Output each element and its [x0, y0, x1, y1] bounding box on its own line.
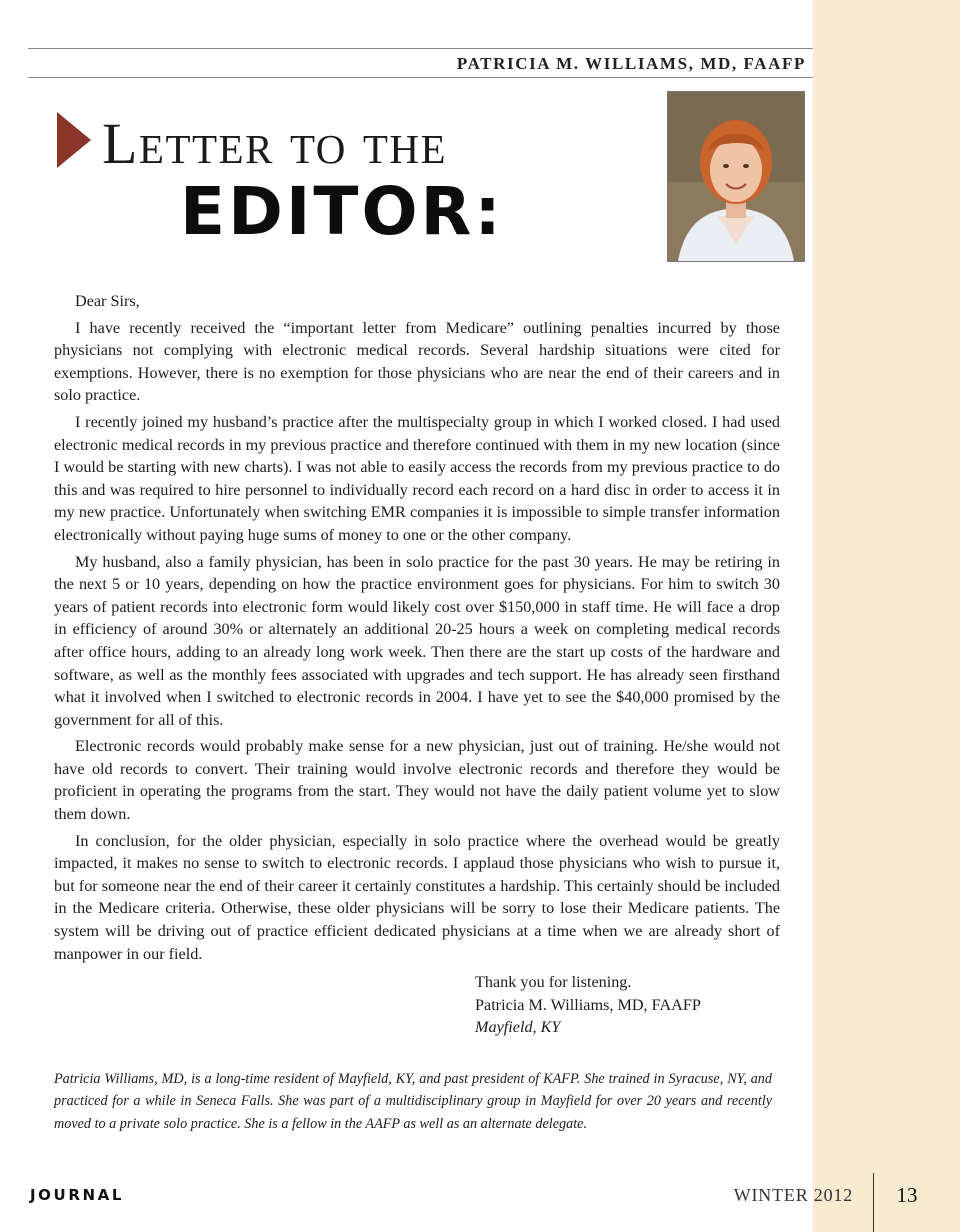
footer-separator [873, 1173, 874, 1232]
letter-paragraph-5: In conclusion, for the older physician, especially in solo practice where the overhead would be greatly impacted, it makes no sense to switch to electronic records. I applaud those physicians who wish to pursue it, but for someone near the end of their career it certainly constitutes a hardship. This certainly should be included in the Medicare criteria. Otherwise, these older physicians will be sorry to lose their Medicare patients. The system will be driving out of practice efficient dedicated physicians at a time when we are already short of manpower in our field. [54, 831, 780, 963]
author-photo [667, 91, 805, 262]
author-byline: PATRICIA M. WILLIAMS, MD, FAAFP [456, 54, 806, 73]
signature-line: Patricia M. Williams, MD, FAAFP [475, 995, 701, 1014]
letter-body [54, 290, 780, 969]
letter-paragraph-2: I recently joined my husband’s practice after the multispecialty group in which I worked closed. I had used electronic medical records in my previous practice and therefore continued with them in my new location (since I would be starting with new charts). I was not able to easily access the records from my previous practice to do this and was required to hire personnel to individually record each record on a hard disc in order to access it in my new practice. Unfortunately when switching EMR companies it is impossible to simple transfer information electronically without paying huge sums of money to one or the other company. [54, 412, 780, 544]
title-line-1: Letter to the [102, 111, 448, 176]
closing-line: Thank you for listening. [475, 973, 632, 991]
side-band [813, 0, 960, 1232]
signoff-block [475, 971, 701, 1039]
title-arrow-icon [57, 112, 91, 168]
location-line: Mayfield, KY [475, 1018, 561, 1037]
page-number: 13 [896, 1183, 918, 1207]
issue-label: WINTER 2012 [733, 1185, 853, 1205]
header-rule-top [28, 48, 813, 49]
journal-footer-label: JOURNAL [30, 1186, 124, 1204]
header-rule-bottom [28, 77, 813, 78]
salutation: Dear Sirs, [75, 292, 140, 310]
author-bio: Patricia Williams, MD, is a long-time resident of Mayfield, KY, and past president of KAFP. She trained in Syracuse, NY, and practiced for a while in Seneca Falls. She was part of a multidisciplinary group in Mayfield for over 20 years and recently moved to a private solo practice. She is a fellow in the AAFP as well as an alternate delegate. [54, 1071, 772, 1132]
letter-paragraph-1: I have recently received the “important letter from Medicare” outlining penalties incurred by those physicians not complying with electronic medical records. Several hardship situations were cited for exemptions. However, there is no exemption for those physicians who are near the end of their careers and in solo practice. [54, 318, 780, 405]
letter-paragraph-3: My husband, also a family physician, has been in solo practice for the past 30 years. He may be retiring in the next 5 or 10 years, depending on how the practice environment goes for physicians. For him to switch 30 years of patient records into electronic form would likely cost over $150,000 in staff time. He will face a drop in efficiency of around 30% or alternately an additional 20-25 hours a week on completing medical records after office hours, adding to an already long work week. Then there are the start up costs of the hardware and software, as well as the monthly fees associated with upgrades and tech support. He has already seen firsthand what it involved when I switched to electronic records in 2004. I have yet to see the $40,000 promised by the government for all of this. [54, 552, 780, 729]
letter-paragraph-4: Electronic records would probably make sense for a new physician, just out of training. He/she would not have old records to convert. Their training would involve electronic records and therefore they would be proficient in operating the programs from the start. They would not have the daily patient volume yet to slow them down. [54, 737, 780, 824]
title-line-2: EDITOR: [180, 173, 504, 250]
